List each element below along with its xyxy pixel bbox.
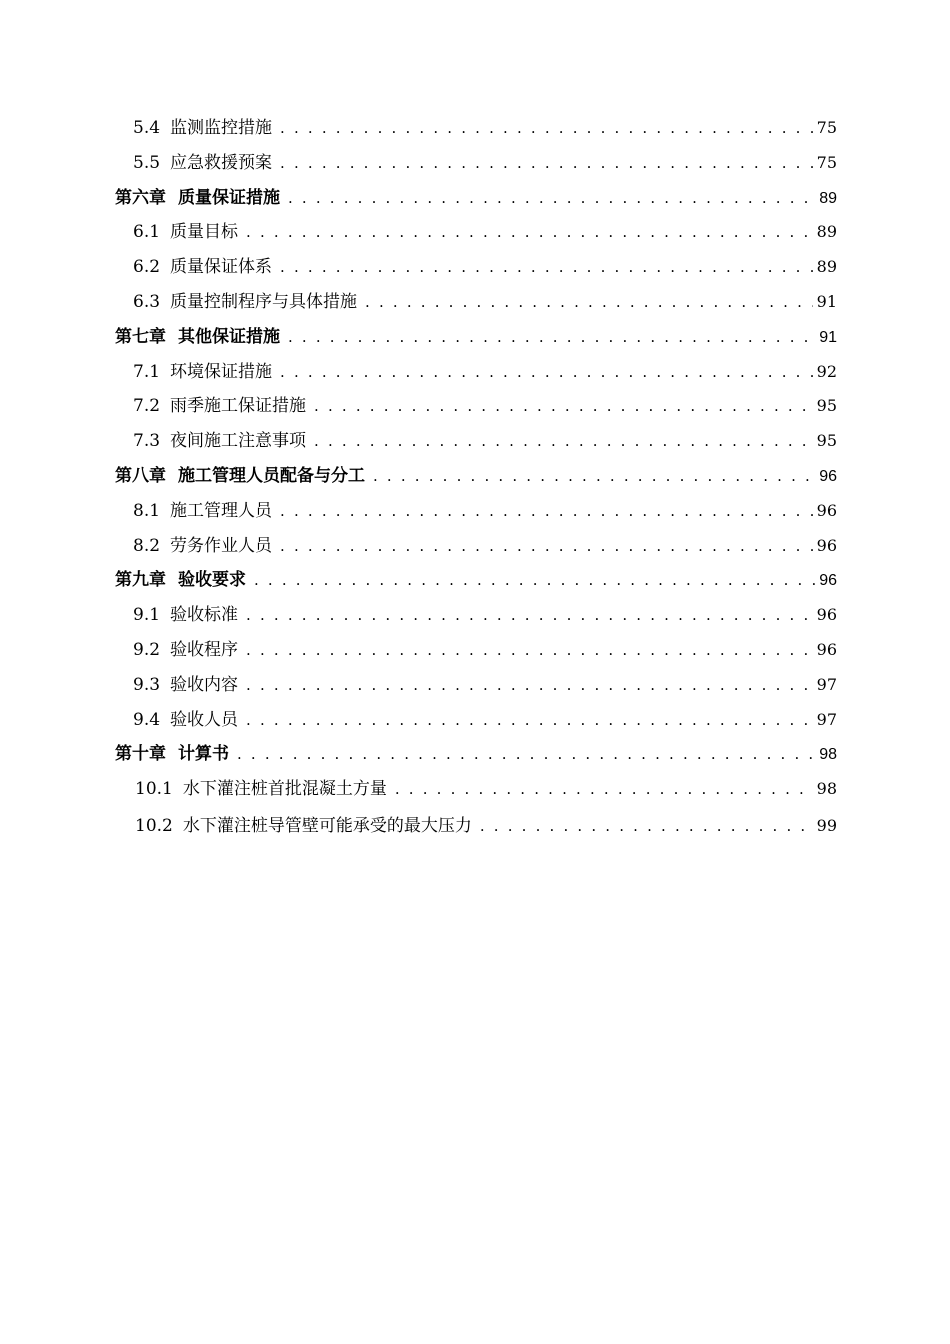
toc-entry-title: 施工管理人员: [170, 500, 273, 521]
toc-entry-title: 质量保证体系: [170, 257, 273, 278]
toc-entry-number: 9.3: [133, 674, 161, 695]
toc-entry[interactable]: [115, 807, 837, 845]
dot-leader: [246, 703, 813, 738]
toc-entry-title: 验收程序: [170, 639, 239, 660]
toc-entry-number: 6.3: [133, 291, 161, 312]
toc-entry-number: 7.3: [133, 431, 161, 452]
toc-entry-page: 99: [816, 815, 837, 835]
toc-chapter-entry[interactable]: [115, 459, 837, 494]
toc-entry-number: 9.4: [133, 709, 161, 730]
toc-entry-page: 96: [816, 500, 837, 520]
toc-entry-page: 96: [816, 535, 837, 555]
toc-entry[interactable]: [115, 494, 837, 529]
dot-leader: [246, 633, 813, 668]
toc-entry[interactable]: [115, 598, 837, 633]
toc-entry-title: 雨季施工保证措施: [170, 396, 307, 417]
toc-entry-number: 6.2: [133, 257, 161, 278]
toc-entry-page: 75: [816, 152, 837, 172]
toc-entry[interactable]: [115, 355, 837, 390]
toc-entry-page: 97: [816, 709, 837, 729]
dot-leader: [237, 737, 815, 772]
toc-chapter-title: 其他保证措施: [178, 326, 280, 347]
toc-chapter-number: 第七章: [115, 326, 166, 347]
dot-leader: [280, 355, 813, 390]
table-of-contents: [115, 111, 837, 845]
toc-entry[interactable]: [115, 285, 837, 320]
toc-entry[interactable]: [115, 529, 837, 564]
toc-chapter-entry[interactable]: [115, 320, 837, 355]
toc-chapter-title: 验收要求: [178, 570, 246, 591]
dot-leader: [314, 424, 813, 459]
toc-entry-title: 水下灌注桩首批混凝土方量: [182, 779, 387, 800]
toc-entry-page: 75: [816, 118, 837, 137]
toc-entry-title: 夜间施工注意事项: [170, 431, 307, 452]
toc-chapter-number: 第十章: [115, 744, 166, 765]
dot-leader: [254, 563, 815, 598]
toc-entry[interactable]: [115, 424, 837, 459]
toc-chapter-title: 施工管理人员配备与分工: [178, 465, 365, 486]
dot-leader: [280, 146, 813, 181]
toc-entry-number: 8.2: [133, 535, 161, 556]
dot-leader: [288, 181, 815, 216]
dot-leader: [280, 529, 813, 564]
dot-leader: [246, 668, 813, 703]
toc-entry-page: 89: [816, 257, 837, 277]
toc-entry-number: 9.1: [133, 605, 161, 626]
toc-entry-page: 91: [816, 291, 837, 311]
toc-entry[interactable]: [115, 389, 837, 424]
toc-entry-number: 10.2: [135, 815, 173, 836]
toc-entry-number: 10.1: [135, 779, 173, 800]
toc-chapter-entry[interactable]: [115, 563, 837, 598]
toc-chapter-number: 第六章: [115, 187, 166, 208]
toc-entry-page: 95: [816, 396, 837, 416]
toc-chapter-page: 96: [819, 467, 837, 485]
toc-entry-title: 验收内容: [170, 674, 239, 695]
toc-entry-title: 应急救援预案: [170, 152, 273, 173]
toc-chapter-page: 96: [819, 572, 837, 590]
toc-entry-page: 96: [816, 639, 837, 659]
toc-entry-number: 6.1: [133, 222, 161, 243]
toc-chapter-entry[interactable]: [115, 181, 837, 216]
dot-leader: [480, 807, 813, 845]
toc-entry-page: 92: [816, 361, 837, 381]
toc-entry[interactable]: [115, 250, 837, 285]
toc-entry-page: 98: [816, 779, 837, 799]
toc-chapter-title: 质量保证措施: [178, 187, 280, 208]
dot-leader: [373, 459, 815, 494]
toc-chapter-entry[interactable]: [115, 737, 837, 772]
toc-entry-page: 95: [816, 431, 837, 451]
toc-entry-number: 7.2: [133, 396, 161, 417]
toc-entry-page: 96: [816, 605, 837, 625]
toc-entry-page: 97: [816, 674, 837, 694]
toc-entry-title: 监测监控措施: [170, 118, 273, 138]
dot-leader: [288, 320, 815, 355]
dot-leader: [280, 250, 813, 285]
dot-leader: [280, 494, 813, 529]
dot-leader: [314, 389, 813, 424]
toc-chapter-page: 89: [819, 189, 837, 207]
toc-entry-number: 8.1: [133, 500, 161, 521]
toc-entry[interactable]: [115, 772, 837, 807]
toc-entry[interactable]: [115, 111, 837, 146]
toc-entry-title: 环境保证措施: [170, 361, 273, 382]
dot-leader: [395, 772, 813, 807]
toc-chapter-page: 91: [819, 328, 837, 346]
toc-entry-number: 7.1: [133, 361, 161, 382]
dot-leader: [365, 285, 813, 320]
toc-entry-title: 质量控制程序与具体措施: [170, 291, 358, 312]
toc-entry-title: 验收标准: [170, 605, 239, 626]
toc-entry[interactable]: [115, 215, 837, 250]
toc-chapter-number: 第八章: [115, 465, 166, 486]
toc-entry-title: 验收人员: [170, 709, 239, 730]
dot-leader: [280, 111, 813, 146]
toc-entry-number: 5.5: [133, 152, 161, 173]
toc-chapter-number: 第九章: [115, 570, 166, 591]
toc-entry[interactable]: [115, 146, 837, 181]
toc-entry[interactable]: [115, 668, 837, 703]
toc-entry-title: 水下灌注桩导管壁可能承受的最大压力: [182, 815, 472, 836]
toc-entry-title: 劳务作业人员: [170, 535, 273, 556]
dot-leader: [246, 598, 813, 633]
toc-entry-page: 89: [816, 222, 837, 242]
toc-entry-number: 9.2: [133, 639, 161, 660]
toc-entry-title: 质量目标: [170, 222, 239, 243]
toc-entry-number: 5.4: [133, 118, 161, 138]
toc-entry[interactable]: [115, 633, 837, 668]
toc-chapter-title: 计算书: [178, 744, 229, 765]
dot-leader: [246, 215, 813, 250]
toc-chapter-page: 98: [819, 746, 837, 764]
toc-entry[interactable]: [115, 703, 837, 738]
